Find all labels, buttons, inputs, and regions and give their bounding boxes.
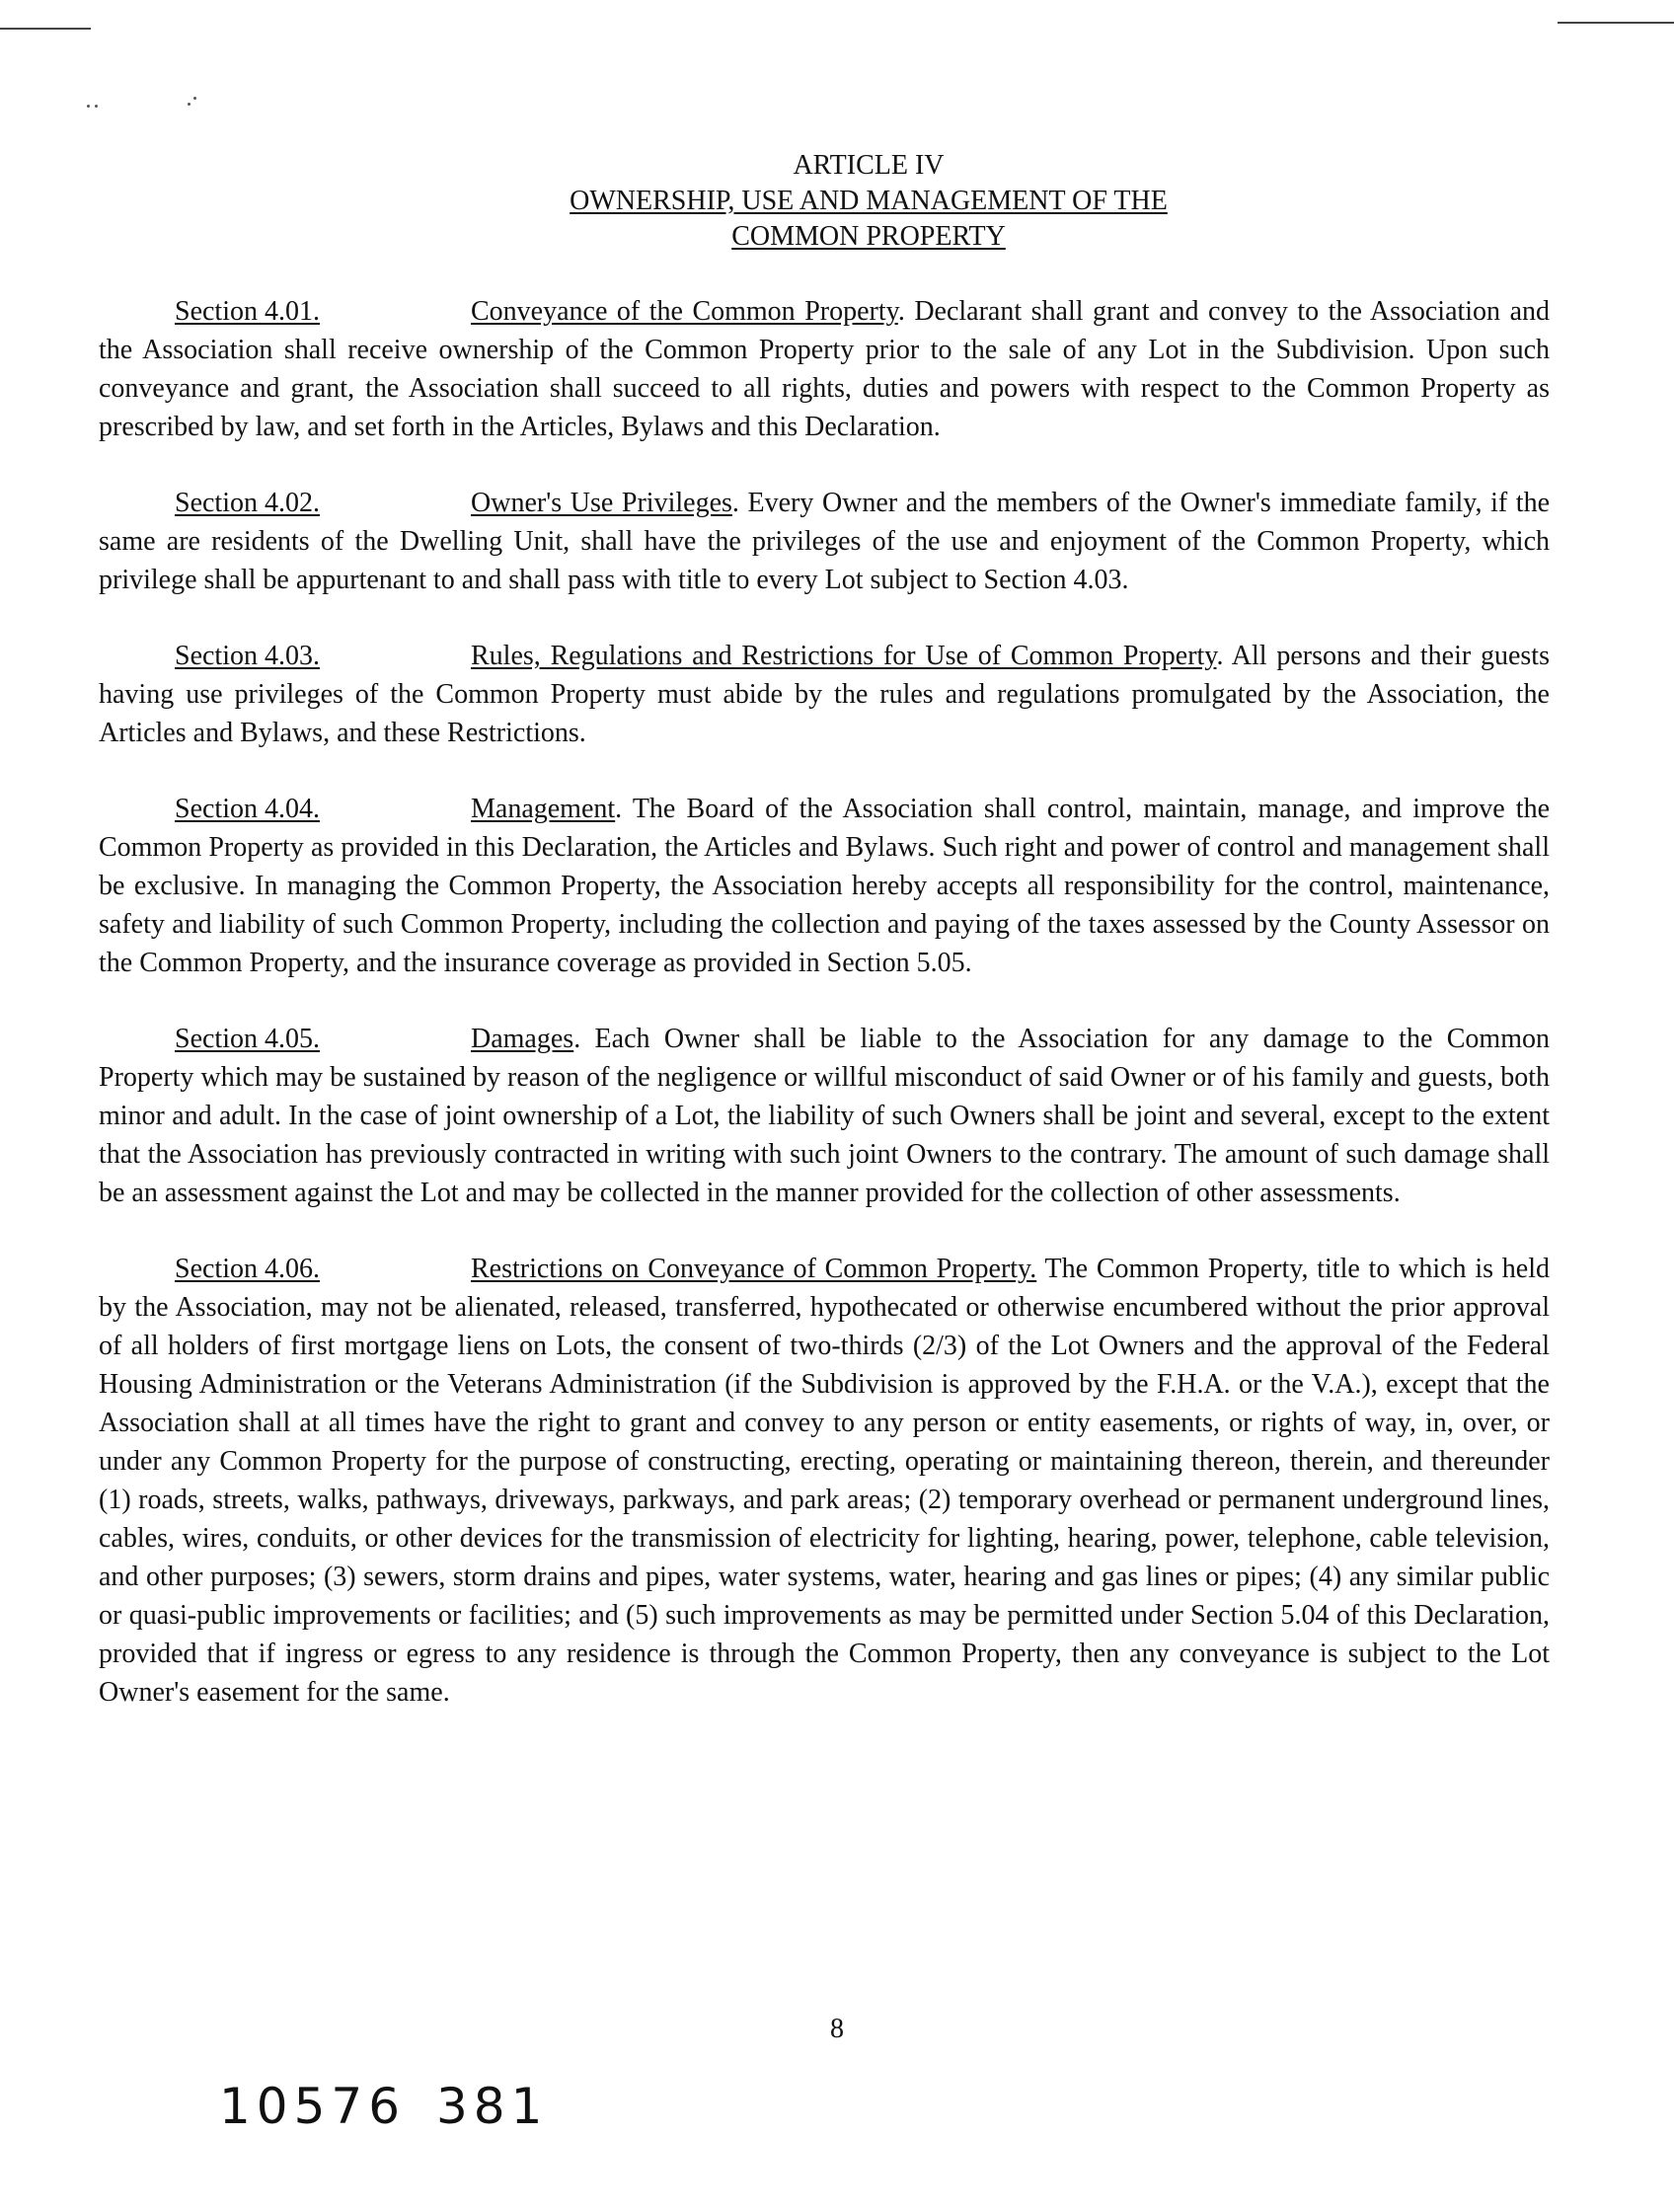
scan-speck [188,103,190,106]
section-body: . The Board of the Association shall control, maintain, manage, and improve the Common Property as provided in this Declaration, the Articles and Bylaws. Such right and power of control and management shall be exclusive. In managing the Common Property, the Association hereby accepts all responsibility for the control, maintenance, safety and liability of such Common Property, including the collection and paying of the taxes assessed by the County Assessor on the Common Property, and the insurance coverage as provided in Section 5.05. [99,794,1550,978]
section-title: Rules, Regulations and Restrictions for Use of Common Property [471,641,1217,671]
section-title: Owner's Use Privileges [471,488,732,518]
scan-speck [193,97,196,100]
section-body: . Every Owner and the members of the Owner's immediate family, if the same are residents of the Dwelling Unit, shall have the privileges of the use and enjoyment of the Common Property, which privilege shall be appurtenant to and shall pass with title to every Lot subject to Section 4.03. [99,488,1551,595]
recording-stamp-page: 381 [436,2078,549,2135]
section-4-04 [99,790,1550,982]
section-4-03 [99,637,1550,752]
section-number: Section 4.06. [175,1254,320,1284]
scan-speck [87,105,90,108]
page-number: 8 [830,2014,844,2044]
section-title: Conveyance of the Common Property [471,296,898,327]
section-4-01 [99,292,1550,446]
recording-stamp-book: 10576 [219,2078,407,2135]
section-4-02 [99,484,1550,599]
scan-speck [95,105,98,108]
article-heading [188,148,1550,255]
section-body: . Each Owner shall be liable to the Association for any damage to the Common Property which may be sustained by reason of the negligence or willful misconduct of said Owner or of his family and guests, both minor and adult. In the case of joint ownership of a Lot, the liability of such Owners shall be joint and several, except to the extent that the Association has previously contracted in writing with such joint Owners to the contrary. The amount of such damage shall be an assessment against the Lot and may be collected in the manner provided for the collection of other assessments. [99,1024,1550,1208]
section-title: Damages [471,1024,574,1054]
section-4-06 [99,1250,1550,1712]
section-body: The Common Property, title to which is held by the Association, may not be alienated, released, transferred, hypothecated or otherwise encumbered without the prior approval of all holders of first mortgage liens on Lots, the consent of two-thirds (2/3) of the Lot Owners and the approval of the Federal Housing Administration or the Veterans Administration (if the Subdivision is approved by the F.H.A. or the V.A.), except that the Association shall at all times have the right to grant and convey to any person or entity easements, or rights of way, in, over, or under any Common Property for the purpose of constructing, erecting, operating or maintaining thereon, therein, and thereunder (1) roads, streets, walks, pathways, driveways, parkways, and park areas; (2) temporary overhead or permanent underground lines, cables, wires, conduits, or other devices for the transmission of electricity for lighting, hearing, power, telephone, cable television, and other purposes; (3) sewers, storm drains and pipes, water systems, water, hearing and gas lines or pipes; (4) any similar public or quasi-public improvements or facilities; and (5) such improvements as may be permitted under Section 5.04 of this Declaration, provided that if ingress or egress to any residence is through the Common Property, then any conveyance is subject to the Lot Owner's easement for the same. [99,1254,1550,1708]
section-title: Management [471,794,616,824]
section-body: . Declarant shall grant and convey to the Association and the Association shall receive ownership of the Common Property prior to the sale of any Lot in the Subdivision. Upon such conveyance and grant, the Association shall succeed to all rights, duties and powers with respect to the Common Property as prescribed by law, and set forth in the Articles, Bylaws and this Declaration. [99,296,1550,442]
sections-list [99,292,1550,1712]
scan-edge-line-right [1558,22,1674,24]
scan-edge-line-left [0,28,91,30]
section-number: Section 4.01. [175,296,320,327]
article-number: ARTICLE IV [793,150,945,181]
article-title-line1: OWNERSHIP, USE AND MANAGEMENT OF THE [570,186,1168,216]
section-number: Section 4.02. [175,488,320,518]
section-number: Section 4.05. [175,1024,320,1054]
section-number: Section 4.04. [175,794,320,824]
document-page [99,148,1550,1749]
section-number: Section 4.03. [175,641,320,671]
section-body: . All persons and their guests having use privileges of the Common Property must abide by the rules and regulations promulgated by the Association, the Articles and Bylaws, and these Restrictions. [99,641,1550,748]
article-title-line2: COMMON PROPERTY [731,221,1006,252]
section-4-05 [99,1020,1550,1212]
section-title: Restrictions on Conveyance of Common Property. [471,1254,1037,1284]
